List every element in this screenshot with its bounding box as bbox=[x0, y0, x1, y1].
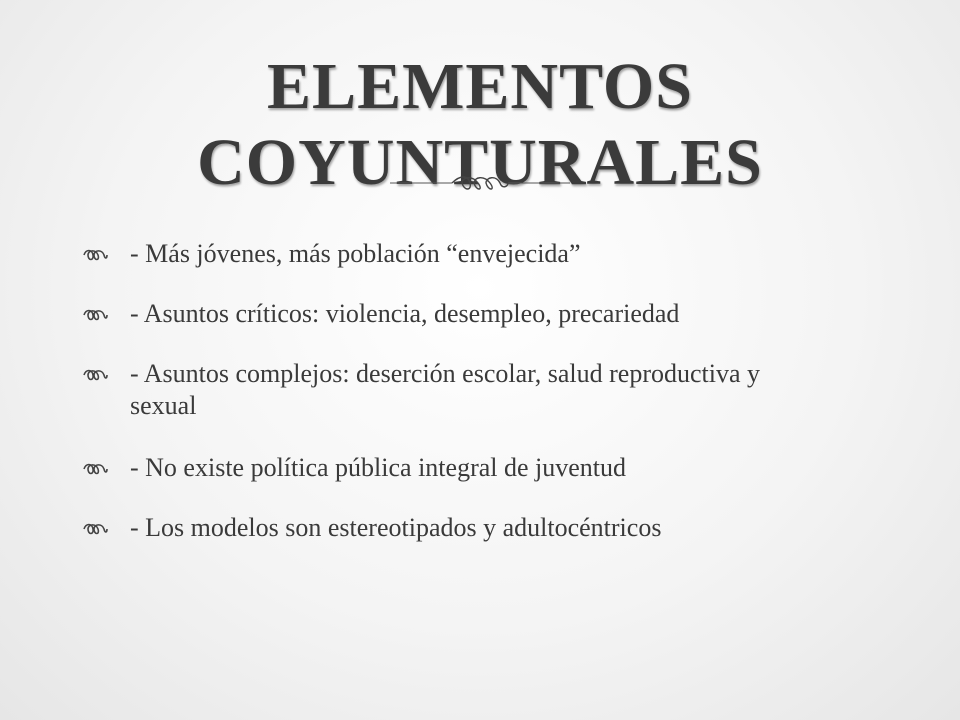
loop-bullet-icon bbox=[82, 521, 108, 537]
slide-title-line-1: ELEMENTOS bbox=[267, 50, 693, 124]
list-item bbox=[82, 358, 902, 422]
loop-bullet-icon bbox=[82, 247, 108, 263]
loop-bullet-icon bbox=[82, 367, 108, 383]
bullet-text: - Los modelos son estereotipados y adultocéntricos bbox=[130, 513, 662, 542]
bullet-text: - Asuntos complejos: deserción escolar, salud reproductiva y sexual bbox=[130, 359, 761, 420]
bullet-text: - Asuntos críticos: violencia, desempleo, precariedad bbox=[130, 299, 680, 328]
loop-bullet-icon bbox=[82, 461, 108, 477]
list-item bbox=[82, 238, 902, 270]
list-item bbox=[82, 298, 902, 330]
slide-title-line-2: COYUNTURALES bbox=[197, 126, 763, 200]
bullet-text: - Más jóvenes, más población “envejecida” bbox=[130, 239, 581, 268]
loop-bullet-icon bbox=[82, 307, 108, 323]
bullet-text: - No existe política pública integral de juventud bbox=[130, 453, 627, 482]
scroll-flourish-icon bbox=[390, 172, 570, 194]
list-item bbox=[82, 452, 902, 484]
list-item bbox=[82, 512, 902, 544]
bullet-list bbox=[82, 238, 902, 544]
